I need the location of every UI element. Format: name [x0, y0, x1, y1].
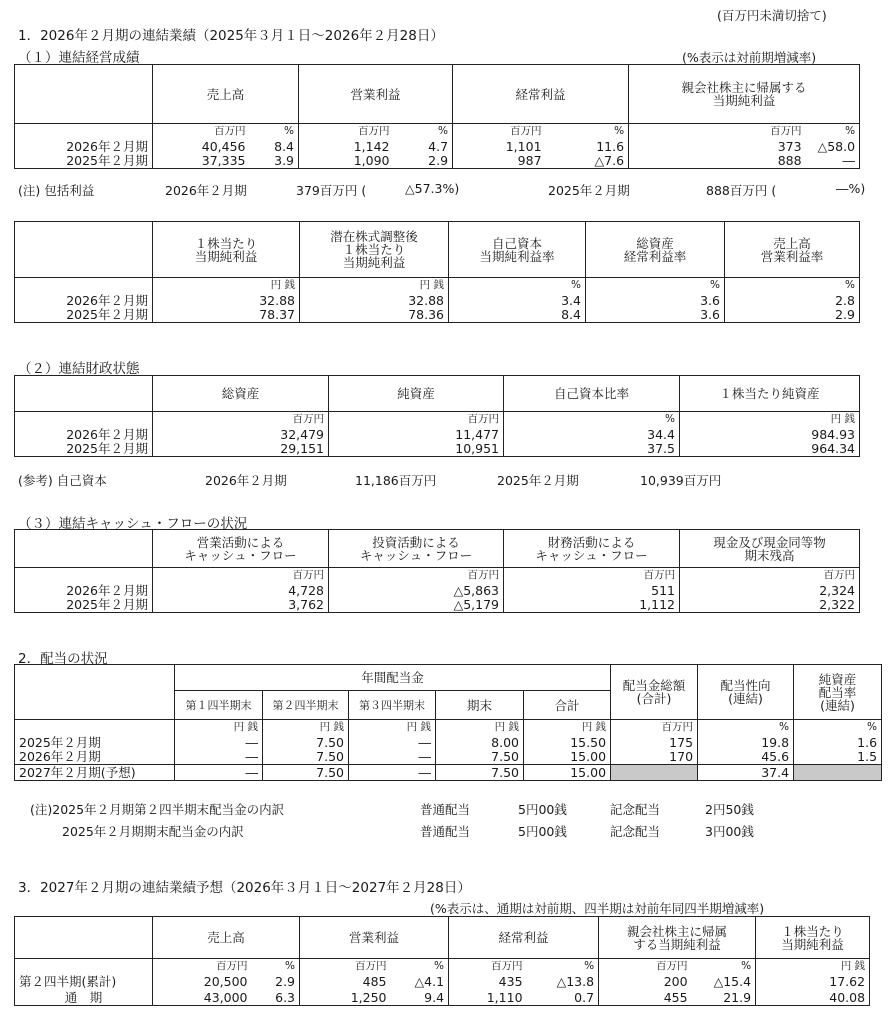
header-annual-dividend: 年間配当金 [175, 665, 611, 691]
rounding-note: (百万円未満切捨て) [717, 8, 827, 23]
table-cell: 7.50 [436, 765, 524, 781]
fc-header-net-income: 親会社株主に帰属 する当期純利益 [599, 917, 756, 959]
note-value: 379百万円 ( [296, 183, 367, 198]
table-cell: 百万円 [299, 124, 394, 139]
table-cell: 37.4 [698, 765, 794, 781]
dividend-note-2-amount2: 3円00銭 [705, 824, 754, 839]
table-cell: △15.4 [692, 974, 756, 990]
table-cell: 8.00 [436, 735, 524, 750]
table-cell: 40.08 [756, 990, 870, 1006]
table-cell: 百万円 [453, 124, 546, 139]
table-cell: 第２四半期(累計) [15, 974, 153, 990]
table-cell: 百万円 [329, 412, 504, 427]
shaded-cell [794, 765, 882, 781]
table-cell: % [725, 278, 860, 293]
table-cell: 円 銭 [300, 278, 449, 293]
table-cell: 15.00 [524, 750, 611, 765]
shaded-cell [611, 765, 698, 781]
equity-note-value: 11,186百万円 [355, 473, 437, 488]
table-cell: 175 [611, 735, 698, 750]
header-investing-cf: 投資活動による キャッシュ・フロー [329, 530, 504, 568]
table-cell: 1.5 [794, 750, 882, 765]
table-cell: 円 銭 [153, 278, 300, 293]
table-cell: 円 銭 [680, 412, 860, 427]
header-q1: 第１四半期末 [175, 691, 263, 720]
table-cell: 2027年２月期(予想) [15, 765, 175, 781]
table-cell: 200 [599, 974, 692, 990]
dividend-note-1-amount2: 2円50銭 [705, 802, 754, 817]
cash-flow-table [14, 529, 860, 613]
dividend-note-1-type2: 記念配当 [610, 802, 661, 817]
section3-title: （３）連結キャッシュ・フローの状況 [18, 516, 248, 532]
header-total-dividend: 配当金総額 (合計) [611, 665, 698, 720]
dividend-title: 2．配当の状況 [18, 651, 108, 667]
forecast-table [14, 916, 870, 1006]
table-cell: 百万円 [153, 568, 329, 583]
table-cell: 3.6 [586, 293, 725, 308]
header-net-assets: 純資産 [329, 376, 504, 412]
table-cell: 2025年２月期 [15, 735, 175, 750]
table-cell: % [527, 959, 599, 974]
table-cell: 0.7 [527, 990, 599, 1006]
table-row [15, 974, 870, 990]
table-cell: 円 銭 [175, 720, 263, 735]
fc-header-ordinary-income: 経常利益 [449, 917, 599, 959]
financial-position-table [14, 375, 860, 457]
table-cell: 40,456 [153, 139, 250, 154]
dividend-note-2-type: 普通配当 [420, 824, 471, 839]
header-net-income: 親会社株主に帰属する 当期純利益 [629, 65, 860, 124]
table-row [15, 750, 882, 765]
table-cell: ― [175, 735, 263, 750]
table-cell: 15.00 [524, 765, 611, 781]
table-cell: 円 銭 [436, 720, 524, 735]
table-cell: % [586, 278, 725, 293]
table-cell: % [546, 124, 629, 139]
table-cell: % [391, 959, 449, 974]
table-cell: 7.50 [436, 750, 524, 765]
table-cell: ― [349, 735, 436, 750]
table-cell: 1,110 [449, 990, 527, 1006]
operating-results-table [14, 64, 860, 169]
header-operating-margin: 売上高 営業利益率 [725, 222, 860, 278]
table-cell: 987 [453, 154, 546, 169]
table-cell: 964.34 [680, 442, 860, 457]
table-cell: 1,250 [300, 990, 391, 1006]
table-row [15, 765, 882, 781]
table-cell: % [698, 720, 794, 735]
header-year-end: 期末 [436, 691, 524, 720]
table-cell: % [794, 720, 882, 735]
table-cell: 15.50 [524, 735, 611, 750]
table-cell: 17.62 [756, 974, 870, 990]
comprehensive-income-label: (注) 包括利益 [18, 183, 95, 198]
table-cell: 4,728 [153, 583, 329, 598]
table-cell: 2.9 [394, 154, 453, 169]
table-cell: 78.36 [300, 308, 449, 323]
table-cell: ― [175, 765, 263, 781]
table-cell: 4.7 [394, 139, 453, 154]
table-cell: 円 銭 [263, 720, 349, 735]
table-cell: 435 [449, 974, 527, 990]
table-cell: 6.3 [252, 990, 300, 1006]
table-cell: 百万円 [680, 568, 860, 583]
table-cell: 2.9 [725, 308, 860, 323]
table-cell: △7.6 [546, 154, 629, 169]
header-operating-income: 営業利益 [299, 65, 453, 124]
header-equity-ratio: 自己資本比率 [504, 376, 680, 412]
table-cell: 8.4 [250, 139, 299, 154]
table-cell: 円 銭 [756, 959, 870, 974]
dividend-note-2-type2: 記念配当 [610, 824, 661, 839]
section1-title: 1．2026年２月期の連結業績（2025年３月１日～2026年２月28日） [18, 28, 444, 44]
fc-header-operating-income: 営業利益 [300, 917, 449, 959]
fc-header-sales: 売上高 [153, 917, 300, 959]
table-cell: 8.4 [449, 308, 586, 323]
table-cell: 45.6 [698, 750, 794, 765]
header-diluted-eps: 潜在株式調整後 １株当たり 当期純利益 [300, 222, 449, 278]
table-cell: 170 [611, 750, 698, 765]
table-row [15, 427, 860, 442]
table-cell: 2026年２月期 [15, 139, 153, 154]
note-pct: △57.3%) [405, 181, 460, 196]
dividend-note-1-type: 普通配当 [420, 802, 471, 817]
table-cell: 32,479 [153, 427, 329, 442]
table-cell: 2,324 [680, 583, 860, 598]
header-payout-ratio: 配当性向 (連結) [698, 665, 794, 720]
table-cell: 百万円 [504, 568, 680, 583]
dividend-note-2: 2025年２月期期末配当金の内訳 [62, 824, 244, 839]
table-cell: 2026年２月期 [15, 427, 153, 442]
table-cell: 373 [629, 139, 806, 154]
table-cell: 百万円 [599, 959, 692, 974]
header-financing-cf: 財務活動による キャッシュ・フロー [504, 530, 680, 568]
table-cell: 百万円 [153, 959, 252, 974]
header-total: 合計 [524, 691, 611, 720]
table-row [15, 308, 860, 323]
table-row [15, 154, 860, 169]
note-period-prev: 2025年２月期 [548, 183, 630, 198]
table-row [15, 293, 860, 308]
table-cell: 3.4 [449, 293, 586, 308]
table-cell: 455 [599, 990, 692, 1006]
table-cell: % [692, 959, 756, 974]
table-cell: 29,151 [153, 442, 329, 457]
table-cell: 888 [629, 154, 806, 169]
table-cell: 21.9 [692, 990, 756, 1006]
table-cell: 511 [504, 583, 680, 598]
header-sales: 売上高 [153, 65, 299, 124]
table-cell: 円 銭 [524, 720, 611, 735]
header-bps: １株当たり純資産 [680, 376, 860, 412]
table-cell: % [806, 124, 860, 139]
table-row [15, 598, 860, 613]
note-pct-prev: ―%) [836, 181, 866, 196]
header-cash-balance: 現金及び現金同等物 期末残高 [680, 530, 860, 568]
table-cell: 1,101 [453, 139, 546, 154]
table-cell: 1,090 [299, 154, 394, 169]
fc-header-eps: １株当たり 当期純利益 [756, 917, 870, 959]
table-row [15, 990, 870, 1006]
section1-subtitle: （１）連結経営成績 [18, 50, 140, 66]
table-cell: 2026年２月期 [15, 583, 153, 598]
equity-note-value-prev: 10,939百万円 [640, 473, 722, 488]
table-cell: 2026年２月期 [15, 293, 153, 308]
equity-note-period-prev: 2025年２月期 [497, 473, 579, 488]
header-operating-cf: 営業活動による キャッシュ・フロー [153, 530, 329, 568]
table-cell: △5,863 [329, 583, 504, 598]
table-cell: % [394, 124, 453, 139]
table-cell: 2025年２月期 [15, 308, 153, 323]
dividend-note-1-amount: 5円00銭 [518, 802, 567, 817]
table-cell: 10,951 [329, 442, 504, 457]
table-cell: ― [175, 750, 263, 765]
table-cell: 11,477 [329, 427, 504, 442]
table-cell: 2025年２月期 [15, 154, 153, 169]
table-row [15, 735, 882, 750]
table-cell: 1,142 [299, 139, 394, 154]
dividend-table [14, 664, 882, 781]
table-cell: 1.6 [794, 735, 882, 750]
table-cell: 通 期 [15, 990, 153, 1006]
table-cell: 7.50 [263, 765, 349, 781]
forecast-pct-note: (%表示は、通期は対前期、四半期は対前年同四半期増減率) [430, 901, 765, 916]
table-cell: % [252, 959, 300, 974]
table-cell: 百万円 [449, 959, 527, 974]
header-roe: 自己資本 当期純利益率 [449, 222, 586, 278]
note-value-prev: 888百万円 ( [706, 183, 777, 198]
forecast-title: 3．2027年２月期の連結業績予想（2026年３月１日～2027年２月28日） [18, 880, 471, 896]
table-cell: 78.37 [153, 308, 300, 323]
table-row [15, 139, 860, 154]
table-cell: 34.4 [504, 427, 680, 442]
table-cell: 2.8 [725, 293, 860, 308]
pct-note: (%表示は対前期増減率) [682, 50, 817, 65]
table-cell: 984.93 [680, 427, 860, 442]
table-cell: 百万円 [629, 124, 806, 139]
table-cell: 百万円 [611, 720, 698, 735]
table-cell: 3,762 [153, 598, 329, 613]
equity-note-label: (参考) 自己資本 [18, 473, 107, 488]
table-cell: △4.1 [391, 974, 449, 990]
table-cell: 485 [300, 974, 391, 990]
dividend-note-1: (注)2025年２月期第２四半期末配当金の内訳 [30, 802, 285, 817]
table-cell: % [250, 124, 299, 139]
table-row [15, 442, 860, 457]
table-cell: 1,112 [504, 598, 680, 613]
table-cell: 11.6 [546, 139, 629, 154]
header-eps: １株当たり 当期純利益 [153, 222, 300, 278]
table-cell: 9.4 [391, 990, 449, 1006]
table-cell: 32.88 [300, 293, 449, 308]
table-cell: % [449, 278, 586, 293]
table-cell: ― [349, 750, 436, 765]
table-cell: 32.88 [153, 293, 300, 308]
table-cell: ― [806, 154, 860, 169]
table-cell: 百万円 [153, 124, 250, 139]
dividend-note-2-amount: 5円00銭 [518, 824, 567, 839]
table-cell: △5,179 [329, 598, 504, 613]
table-cell: 3.6 [586, 308, 725, 323]
table-cell: 20,500 [153, 974, 252, 990]
header-q2: 第２四半期末 [263, 691, 349, 720]
header-dividend-on-equity: 純資産 配当率 (連結) [794, 665, 882, 720]
table-cell: 百万円 [300, 959, 391, 974]
equity-note-period: 2026年２月期 [205, 473, 287, 488]
section2-title: （２）連結財政状態 [18, 361, 140, 377]
table-cell: △58.0 [806, 139, 860, 154]
table-cell: 2026年２月期 [15, 750, 175, 765]
table-cell: 百万円 [329, 568, 504, 583]
table-cell: 7.50 [263, 750, 349, 765]
table-cell: 3.9 [250, 154, 299, 169]
table-cell: 37,335 [153, 154, 250, 169]
header-ordinary-income: 経常利益 [453, 65, 629, 124]
header-q3: 第３四半期末 [349, 691, 436, 720]
table-row [15, 583, 860, 598]
table-cell: 19.8 [698, 735, 794, 750]
table-cell: % [504, 412, 680, 427]
header-total-assets: 総資産 [153, 376, 329, 412]
per-share-table [14, 221, 860, 323]
header-roa: 総資産 経常利益率 [586, 222, 725, 278]
table-cell: 円 銭 [349, 720, 436, 735]
table-cell: ― [349, 765, 436, 781]
table-cell: 43,000 [153, 990, 252, 1006]
table-cell: 37.5 [504, 442, 680, 457]
table-cell: 2,322 [680, 598, 860, 613]
table-cell: 百万円 [153, 412, 329, 427]
table-cell: 2.9 [252, 974, 300, 990]
note-period: 2026年２月期 [165, 183, 247, 198]
table-cell: △13.8 [527, 974, 599, 990]
table-cell: 2025年２月期 [15, 442, 153, 457]
table-cell: 2025年２月期 [15, 598, 153, 613]
table-cell: 7.50 [263, 735, 349, 750]
